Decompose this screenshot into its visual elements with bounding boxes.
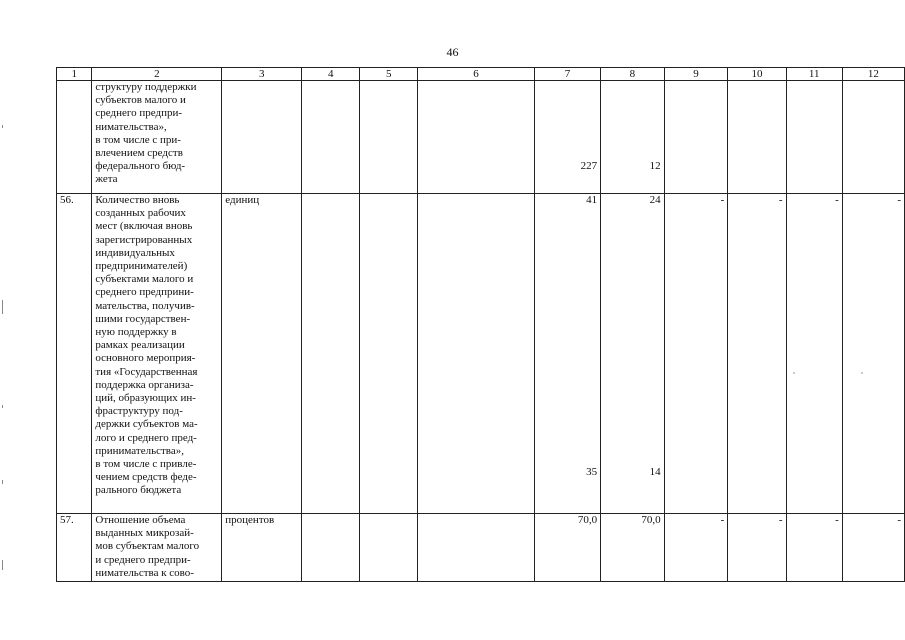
value-cell-col8 [601, 194, 664, 514]
cell-empty [302, 194, 360, 514]
value-cell-col10: - [728, 194, 786, 514]
row-number: 57. [57, 514, 92, 582]
value-top: 70,0 [641, 514, 661, 526]
value-cell-col8 [601, 81, 664, 194]
value-cell-col12: - [842, 514, 904, 582]
unit-cell: единиц [222, 194, 302, 514]
cell-empty [360, 194, 418, 514]
table-row [57, 81, 905, 194]
value-cell-col12 [842, 81, 904, 194]
scan-margin-mark [2, 405, 3, 408]
column-header: 9 [664, 68, 728, 81]
cell-empty [418, 194, 535, 514]
scan-margin-mark [2, 125, 3, 128]
value-bottom: 12 [649, 160, 661, 172]
indicator-text: структуру поддержки субъектов малого и среднего предпри- нимательства», в том числе с при- влечением средств федерального бюд- жета [92, 81, 222, 194]
value-cell-col9 [664, 81, 728, 194]
scan-margin-mark [2, 560, 3, 570]
cell-empty [302, 81, 360, 194]
cell-empty [360, 514, 418, 582]
value-cell-col11: - [786, 194, 842, 514]
column-header: 5 [360, 68, 418, 81]
value-cell-col11: - [786, 514, 842, 582]
column-header: 1 [57, 68, 92, 81]
unit-cell [222, 81, 302, 194]
row-number [57, 81, 92, 194]
value-cell-col12: - [842, 194, 904, 514]
value-cell-col9: - [664, 194, 728, 514]
column-header: 7 [534, 68, 600, 81]
value-cell-col7 [534, 81, 600, 194]
value-cell-col7 [534, 514, 600, 582]
value-top: 41 [586, 194, 598, 206]
table-row [57, 514, 905, 582]
column-header: 4 [302, 68, 360, 81]
value-bottom: 35 [586, 466, 598, 479]
cell-empty [418, 514, 535, 582]
cell-empty [418, 81, 535, 194]
column-header: 10 [728, 68, 786, 81]
table-row [57, 194, 905, 514]
value-cell-col7 [534, 194, 600, 514]
column-header: 8 [601, 68, 664, 81]
value-cell-col10 [728, 81, 786, 194]
scan-margin-mark [2, 300, 3, 314]
column-header: 12 [842, 68, 904, 81]
scan-margin-mark [2, 480, 3, 484]
indicator-text: Отношение объема выданных микрозай- мов субъектам малого и среднего предпри- нимательства к сово- [92, 514, 222, 582]
value-top: 70,0 [577, 514, 598, 526]
row-number: 56. [57, 194, 92, 514]
value-bottom: 14 [649, 466, 661, 479]
column-number-row [57, 68, 905, 81]
column-header: 3 [222, 68, 302, 81]
column-header: 11 [786, 68, 842, 81]
page-number: 46 [446, 45, 459, 59]
value-cell-col10: - [728, 514, 786, 582]
value-cell-col8 [601, 514, 664, 582]
indicator-text: Количество вновь созданных рабочих мест (включая вновь зарегистрированных индивидуальных предпринимателей) субъектами малого и среднего предприни- мательства, получив- шими государствен- ную поддержку в рамках реализации основного мероприя- тия «Государственная поддержка организа- ций, образующих ин- фраструктуру под- держки субъектов ма- лого и среднего пред- принимательства», в том числе с привле- чением средств феде- рального бюджета [92, 194, 222, 514]
value-cell-col9: - [664, 514, 728, 582]
data-table [56, 67, 905, 582]
cell-empty [360, 81, 418, 194]
value-top: 24 [649, 194, 661, 206]
value-cell-col11 [786, 81, 842, 194]
column-header: 6 [418, 68, 535, 81]
cell-empty [302, 514, 360, 582]
unit-cell: процентов [222, 514, 302, 582]
value-bottom: 227 [580, 160, 598, 172]
column-header: 2 [92, 68, 222, 81]
